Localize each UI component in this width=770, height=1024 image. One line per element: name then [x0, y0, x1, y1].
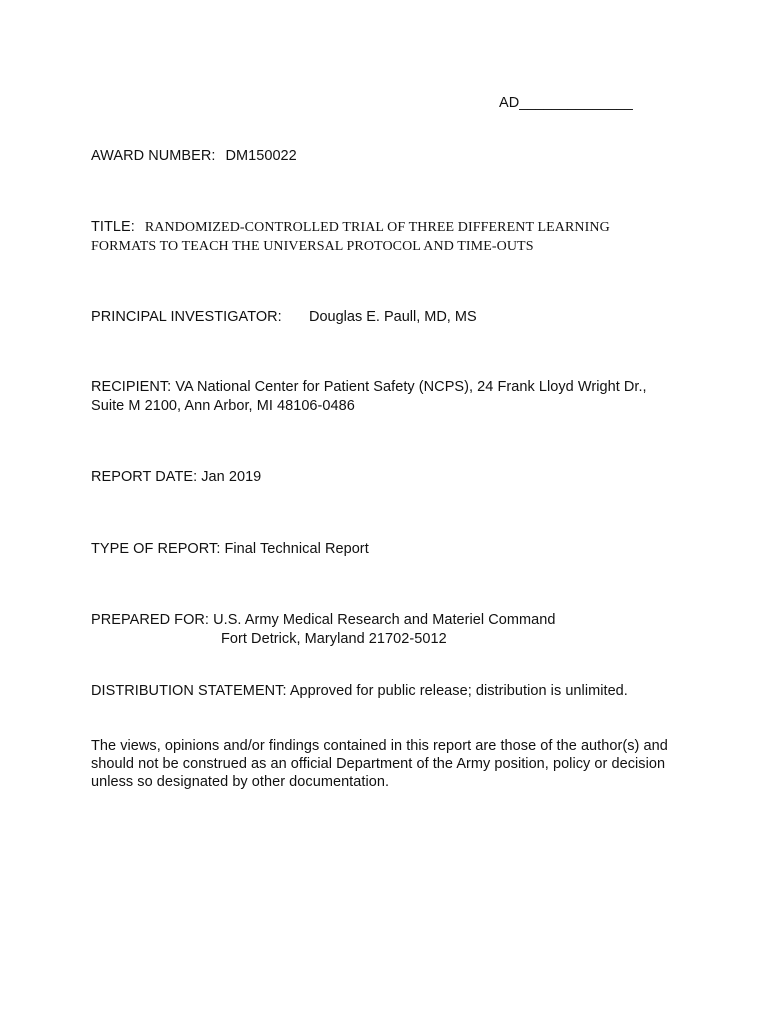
distribution-statement: DISTRIBUTION STATEMENT: Approved for public release; distribution is unlimited.: [91, 683, 628, 699]
disclaimer-line-2: should not be construed as an official Department of the Army position, policy or decision: [91, 756, 666, 772]
ad-number-line: AD______________: [499, 95, 633, 111]
disclaimer-line-3: unless so designated by other documentation.: [91, 774, 390, 790]
prepared-for-line-2: Fort Detrick, Maryland 21702-5012: [221, 631, 447, 647]
award-number-label: AWARD NUMBER:: [91, 148, 216, 164]
title-text-line-2: FORMATS TO TEACH THE UNIVERSAL PROTOCOL AND TIME-OUTS: [91, 239, 534, 254]
report-type: TYPE OF REPORT: Final Technical Report: [91, 541, 369, 557]
recipient-line-1: RECIPIENT: VA National Center for Patient Safety (NCPS), 24 Frank Lloyd Wright Dr.,: [91, 379, 647, 395]
award-number: [91, 147, 297, 166]
disclaimer-line-1: The views, opinions and/or findings contained in this report are those of the author(s) and: [91, 738, 668, 754]
award-number-value: DM150022: [225, 148, 297, 164]
report-date: REPORT DATE: Jan 2019: [91, 469, 262, 485]
title-label: TITLE:: [91, 219, 135, 235]
title-line-1: [91, 218, 610, 237]
recipient-line-2: Suite M 2100, Ann Arbor, MI 48106-0486: [91, 398, 355, 414]
prepared-for-line-1: PREPARED FOR: U.S. Army Medical Research and Materiel Command: [91, 612, 556, 628]
principal-investigator-name: Douglas E. Paull, MD, MS: [309, 309, 477, 325]
title-text-line-1: RANDOMIZED-CONTROLLED TRIAL OF THREE DIFFERENT LEARNING: [144, 220, 610, 235]
principal-investigator-label: PRINCIPAL INVESTIGATOR:: [91, 309, 282, 325]
